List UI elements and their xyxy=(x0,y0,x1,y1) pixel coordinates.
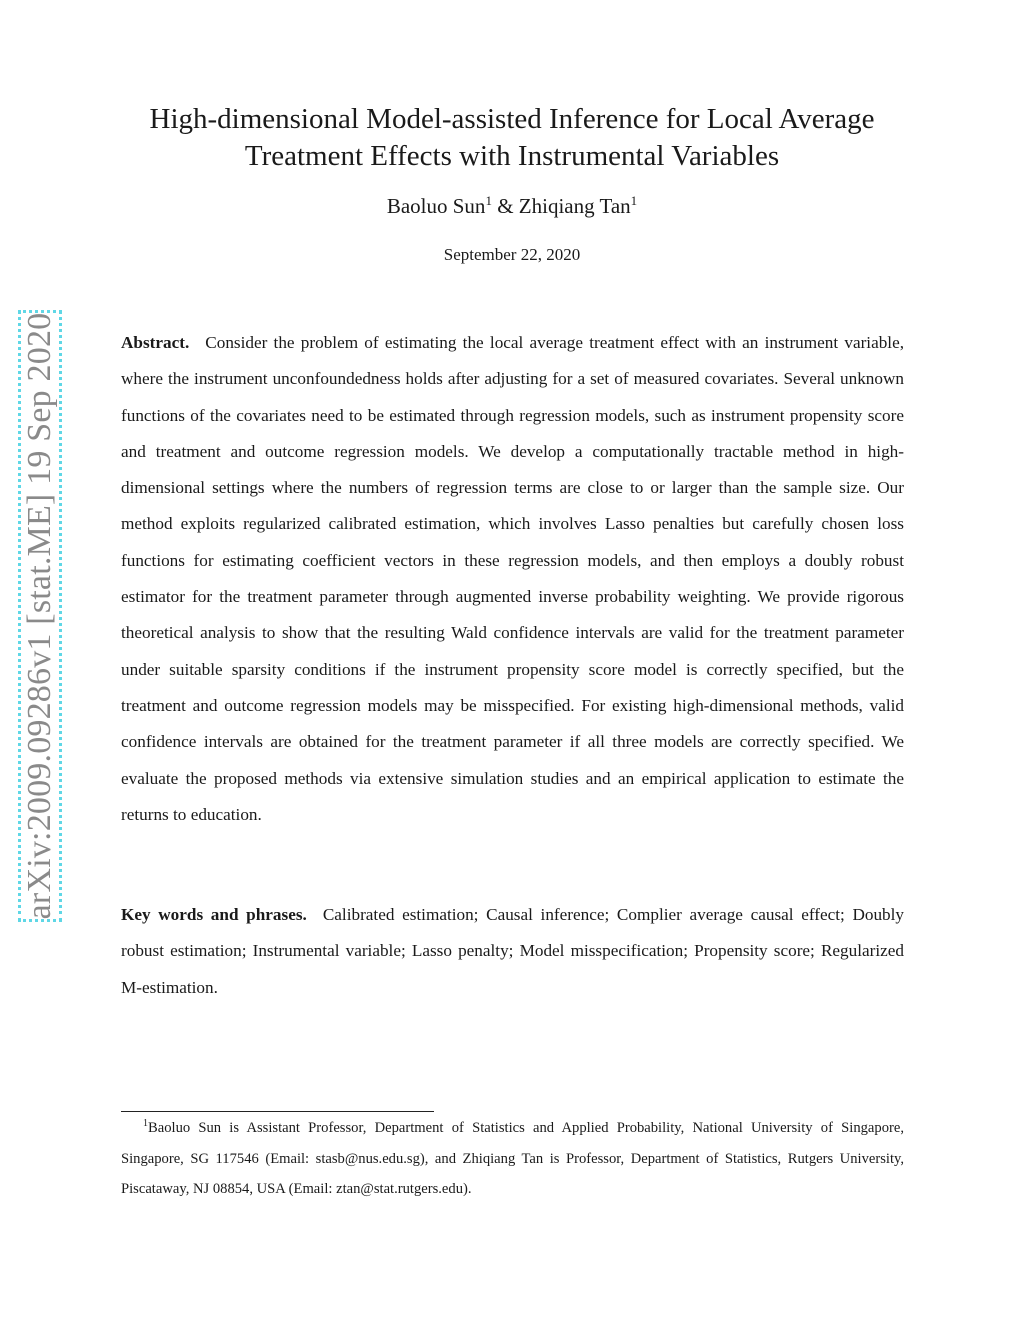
author-name: Baoluo Sun xyxy=(386,194,486,218)
affiliation-marker: 1 xyxy=(485,193,492,208)
title-line-2: Treatment Effects with Instrumental Variables xyxy=(244,140,780,172)
author-list xyxy=(0,192,1024,220)
paper-date: September 22, 2020 xyxy=(443,245,581,264)
footnote-divider xyxy=(121,1111,434,1112)
affiliation-marker: 1 xyxy=(630,193,638,208)
author-separator: & xyxy=(491,194,519,218)
abstract-paragraph xyxy=(121,325,904,833)
footnote xyxy=(121,1113,904,1205)
keywords-text: Calibrated estimation; Causal inference; Complier average causal effect; Doubly robust estimation; Instrumental variable; Lasso penalty; Model misspecification; Propensity score; Regularized M-estimation. xyxy=(121,905,905,997)
arxiv-side-stamp xyxy=(18,310,62,922)
abstract-text: Consider the problem of estimating the local average treatment effect with an instrument variable, where the instrument unconfoundedness holds after adjusting for a set of measured covariates. Several unknown functions of the covariates need to be estimated through regression models, such as instrument propensity score and treatment and outcome regression models. We develop a computationally tractable method in high-dimensional settings where the numbers of regression terms are close to or larger than the sample size. Our method exploits regularized calibrated estimation, which involves Lasso penalties but carefully chosen loss functions for estimating coefficient vectors in these regression models, and then employs a doubly robust estimator for the treatment parameter through augmented inverse probability weighting. We provide rigorous theoretical analysis to show that the resulting Wald confidence intervals are valid for the treatment parameter under suitable sparsity conditions if the instrument propensity score model is correctly specified, but the treatment and outcome regression models may be misspecified. For existing high-dimensional methods, valid confidence intervals are obtained for the treatment parameter if all three models are correctly specified. We evaluate the proposed methods via extensive simulation studies and an empirical application to estimate the returns to education. xyxy=(121,333,904,824)
keywords-label: Key words and phrases. xyxy=(121,905,307,924)
footnote-marker: 1 xyxy=(143,1118,148,1129)
footnote-text: Baoluo Sun is Assistant Professor, Department of Statistics and Applied Probability, National University of Singapore, Singapore, SG 117546 (Email: stasb@nus.edu.sg), and Zhiqiang Tan is Professor, Department of Statistics, Rutgers University, Piscataway, NJ 08854, USA (Email: ztan@stat.rutgers.edu). xyxy=(121,1120,904,1197)
abstract-label: Abstract. xyxy=(121,333,190,352)
arxiv-identifier: arXiv:2009.09286v1 [stat.ME] 19 Sep 2020 xyxy=(21,312,58,920)
author-name: Zhiqiang Tan xyxy=(518,194,631,218)
paper-title xyxy=(0,101,1024,175)
title-line-1: High-dimensional Model-assisted Inference for Local Average xyxy=(149,103,875,135)
keywords-paragraph xyxy=(121,897,904,1006)
